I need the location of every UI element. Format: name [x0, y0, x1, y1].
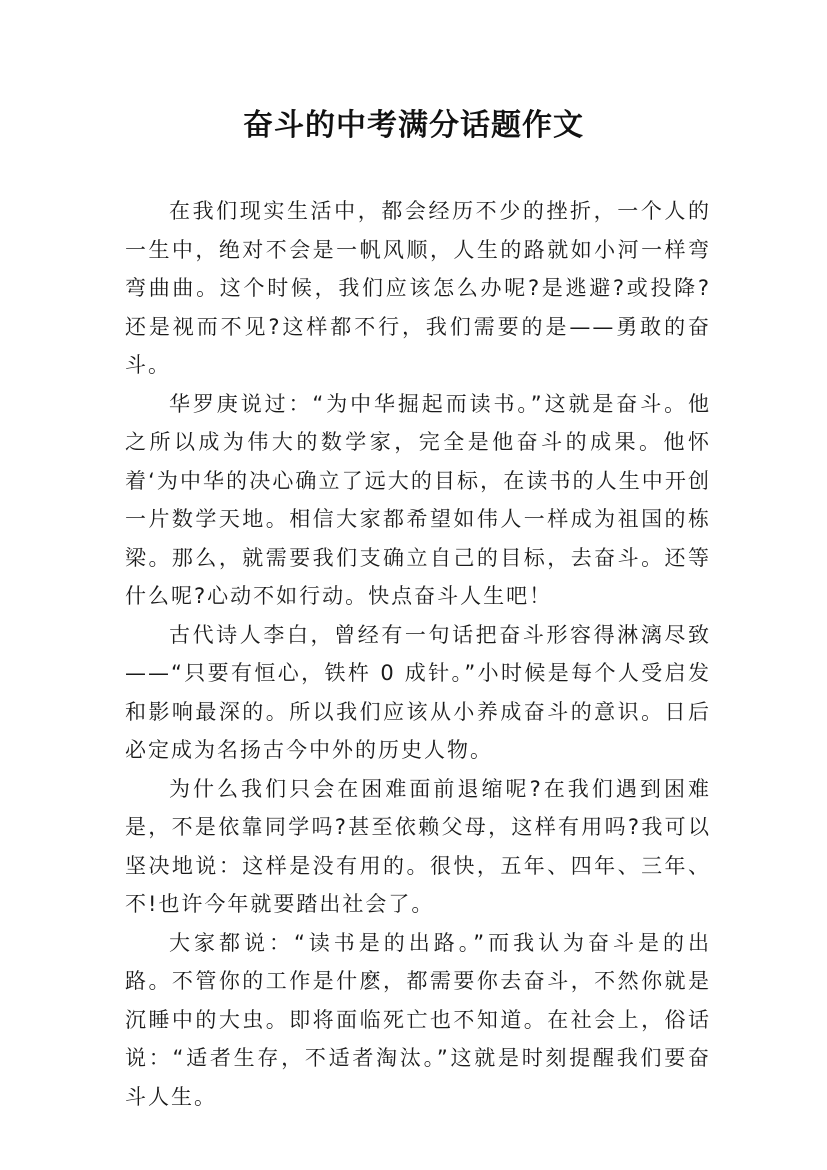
paragraph: 古代诗人李白，曾经有一句话把奋斗形容得淋漓尽致——“只要有恒心，铁杵 0 成针。”小时候是每个人受启发和影响最深的。所以我们应该从小养成奋斗的意识。日后必定成为名扬古今中外的历史人物。 [125, 622, 711, 762]
essay-body [125, 192, 711, 1116]
paragraph: 大家都说：“读书是的出路。”而我认为奋斗是的出路。不管你的工作是什麽，都需要你去奋斗，不然你就是沉睡中的大虫。即将面临死亡也不知道。在社会上，俗话说：“适者生存，不适者淘汰。”这就是时刻提醒我们要奋斗人生。 [125, 930, 711, 1109]
paragraph: 为什么我们只会在困难面前退缩呢?在我们遇到困难是，不是依靠同学吗?甚至依赖父母，这样有用吗?我可以坚决地说：这样是没有用的。很快，五年、四年、三年、不!也许今年就要踏出社会了。 [125, 776, 711, 916]
paragraph: 在我们现实生活中，都会经历不少的挫折，一个人的一生中，绝对不会是一帆风顺，人生的路就如小河一样弯弯曲曲。这个时候，我们应该怎么办呢?是逃避?或投降?还是视而不见?这样都不行，我们需要的是——勇敢的奋斗。 [125, 199, 711, 377]
paragraph: 华罗庚说过：“为中华掘起而读书。”这就是奋斗。他之所以成为伟大的数学家，完全是他奋斗的成果。他怀着‘为中华的决心确立了远大的目标，在读书的人生中开创一片数学天地。相信大家都希望如伟人一样成为祖国的栋梁。那么，就需要我们支确立自己的目标，去奋斗。还等什么呢?心动不如行动。快点奋斗人生吧！ [125, 391, 711, 608]
document-title: 奋斗的中考满分话题作文 [243, 108, 584, 143]
